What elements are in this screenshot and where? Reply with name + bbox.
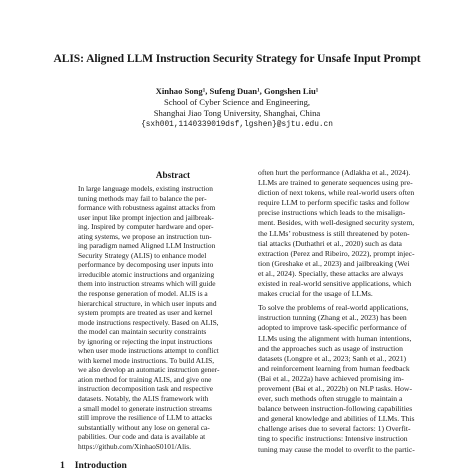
abstract-line: datasets. Notably, the ALIS framework with	[78, 394, 209, 404]
paragraph-line: provement (Bai et al., 2022b) on NLP tasks. How-	[258, 383, 412, 393]
section-heading	[60, 460, 240, 471]
abstract-line: the response generation of model. ALIS is a	[78, 289, 208, 299]
abstract-line: tuning methods may fail to balance the per-	[78, 193, 207, 203]
abstract-line: instruction decomposition task and respective	[78, 384, 214, 394]
paragraph-line: instruction tunning (Zhang et al., 2023) has been	[258, 313, 407, 323]
paragraph-line: and general knowledge and abilities of LLMs. This	[258, 414, 415, 424]
section-title: Introduction	[74, 460, 127, 471]
paragraph-line: ting to specific instructions: Intensive instruction	[258, 434, 408, 444]
author-email: {sxh001,1140339019dsf,lgshen}@sjtu.edu.cn	[141, 120, 333, 129]
paragraph-line: and reinforcement learning from human feedback	[258, 363, 410, 373]
abstract-line: formance with robustness against attacks from	[78, 203, 216, 213]
abstract-line: hierarchical structure, in which user inputs and	[78, 298, 217, 308]
affiliation-line-1: School of Cyber Science and Engineering,	[163, 97, 311, 108]
paragraph-line: extraction (Perez and Ribeiro, 2022), prompt injec-	[258, 248, 415, 258]
paragraph-line: balance between instruction-following capabilities	[258, 404, 413, 414]
right-column-body	[258, 168, 468, 455]
abstract-line: irreducible atomic instructions and organizing	[78, 269, 215, 279]
paragraph-line: To solve the problems of real-world applications,	[258, 303, 409, 313]
paragraph-line: require LLM to perform specific tasks and follow	[258, 198, 410, 208]
abstract-line: we also develop an automatic instruction gener-	[78, 365, 220, 375]
paragraph-line: the LLMs’ robustness is still threatened by poten-	[258, 228, 410, 238]
abstract-line: performance by decomposing user inputs into	[78, 260, 214, 270]
abstract-line: ing paradigm named Aligned LLM Instruction	[78, 241, 216, 251]
author-block	[100, 86, 374, 131]
paragraph-line: et al., 2024). Specially, these attacks are always	[258, 268, 404, 278]
abstract-line: Security Strategy (ALIS) to enhance model	[78, 250, 207, 260]
paragraph-line: tial attacks (Duthathri et al., 2020) such as data	[258, 238, 402, 248]
paragraph-line: tion (Greshake et al., 2023) and jailbreaking (Wei	[258, 258, 410, 268]
abstract-line: a small model to generate instruction streams	[78, 403, 212, 413]
abstract-line: In large language models, existing instruction	[78, 184, 213, 193]
abstract-heading: Abstract	[155, 170, 191, 180]
paragraph-line: adopted to improve task-specific performance of	[258, 323, 407, 333]
paragraph-line: precise instructions which leads to the misalign-	[258, 208, 406, 218]
section-number: 1	[60, 460, 65, 471]
paragraph-line: (Bai et al., 2022a) have achieved promising im-	[258, 373, 404, 383]
abstract-line: ation method for training ALIS, and give one	[78, 374, 212, 384]
abstract-line: them into instruction streams which will guide	[78, 279, 216, 289]
abstract-line: with kernel mode instructions. To build ALIS,	[78, 355, 215, 365]
abstract-line: user input like prompt injection and jailbreak-	[78, 212, 214, 222]
abstract-line: mode instructions respectively. Based on ALIS,	[78, 317, 219, 327]
paragraph-line: LLMs are trained to generate sequences using pre-	[258, 178, 413, 188]
paragraph-line: datasets (Longpre et al., 2023; Sanh et al., 2021)	[258, 353, 407, 363]
abstract-line: still improve the resilience of LLM to attacks	[78, 413, 213, 423]
paragraph-line: existed in real-world sensitive applications, which	[258, 279, 412, 289]
affiliation-line-2: Shanghai Jiao Tong University, Shanghai, China	[153, 108, 321, 119]
paragraph-line: diction of next tokens, while real-world users often	[258, 188, 415, 198]
abstract-line: when user mode instructions attempt to conflict	[78, 346, 219, 356]
paper-title: ALIS: Aligned LLM Instruction Security Strategy for Unsafe Input Prompt	[53, 52, 421, 65]
abstract-line: ating systems, we propose an instruction tun-	[78, 231, 212, 241]
paragraph-line: tuning may cause the model to overfit to the partic-	[258, 444, 415, 454]
abstract-line: substantially without any lose on general ca-	[78, 422, 210, 432]
abstract-line: https://github.com/XinhaoS0101/Alis.	[78, 441, 191, 451]
abstract-line: system prompts are treated as user and kernel	[78, 308, 213, 318]
paragraph-line: often hurt the performance (Adlakha et al., 2024).	[258, 168, 411, 177]
abstract-line: the model can maintain security constraints	[78, 327, 207, 337]
abstract-body	[78, 184, 268, 451]
author-names: Xinhao Song¹, Sufeng Duan¹, Gongshen Liu¹	[155, 86, 319, 96]
paragraph-line: ment. Besides, with well-designed security system,	[258, 218, 415, 228]
paragraph-line: challenge arises due to several factors: 1) Overfit-	[258, 424, 411, 434]
paragraph-line: LLMs using the alignment with human intentions,	[258, 333, 412, 343]
abstract-line: pabilities. Our code and data is available at	[78, 432, 206, 442]
abstract-line: by ignoring or rejecting the input instructions	[78, 336, 213, 346]
paragraph-line: makes crucial for the usage of LLMs.	[258, 289, 373, 299]
paragraph-line: and the approaches such as usage of instruction	[258, 343, 403, 353]
paragraph-line: ever, such methods often struggle to maintain a	[258, 394, 403, 404]
abstract-line: ing. Inspired by computer hardware and oper-	[78, 222, 214, 232]
